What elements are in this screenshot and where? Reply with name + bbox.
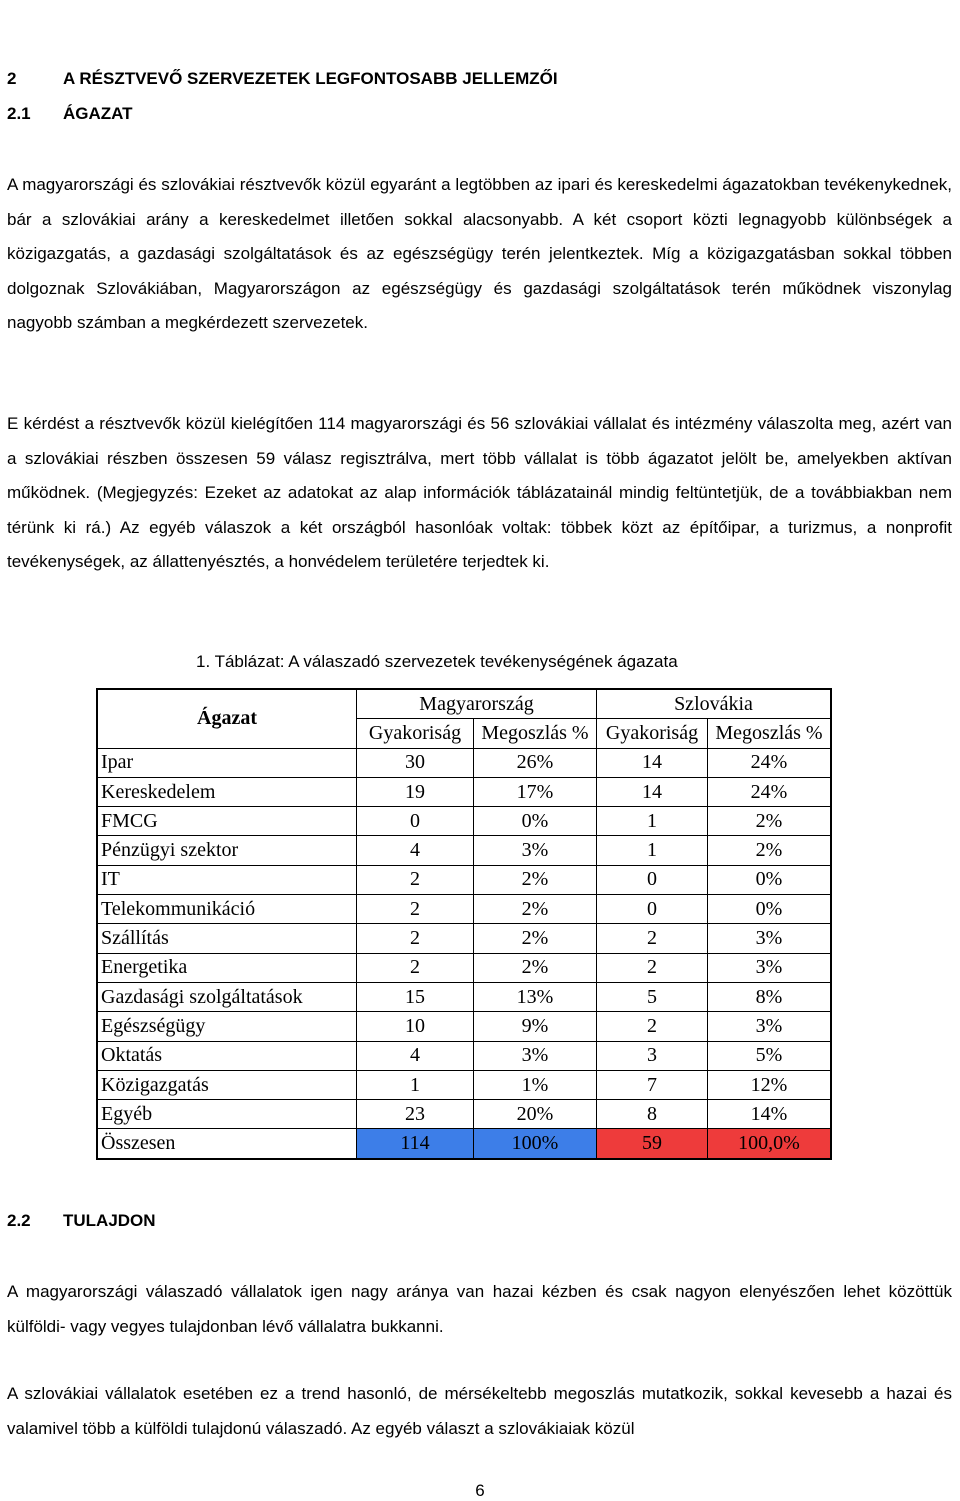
sk-share: 2% [708,807,832,836]
sk-frequency: 14 [597,777,708,806]
row-label: FMCG [97,807,357,836]
sk-frequency: 0 [597,865,708,894]
sk-share: 24% [708,777,832,806]
row-label: Energetika [97,953,357,982]
section-title: ÁGAZAT [63,104,133,123]
section-heading-2-2 [7,1211,156,1231]
table-total-row [97,1129,831,1159]
hu-share: 2% [474,953,597,982]
row-label: Pénzügyi szektor [97,836,357,865]
section-heading-2 [7,69,558,89]
hu-total-share: 100% [474,1129,597,1159]
table-row [97,982,831,1011]
table-row [97,748,831,777]
row-label: Telekommunikáció [97,895,357,924]
sk-frequency: 1 [597,836,708,865]
header-sk-frequency: Gyakoriság [597,719,708,748]
row-label: Gazdasági szolgáltatások [97,982,357,1011]
section-number: 2.1 [7,104,31,123]
row-label: Egyéb [97,1100,357,1129]
table-row [97,807,831,836]
paragraph-ownership-slovakia: A szlovákiai vállalatok esetében ez a trend hasonló, de mérsékeltebb megoszlás mutatkozik, sokkal kevesebb a hazai és valamivel több a külföldi tulajdonú válaszadó. Az egyéb választ a szlovákiaiak közül [7,1384,952,1438]
hu-share: 2% [474,895,597,924]
sk-share: 3% [708,1012,832,1041]
hu-share: 2% [474,924,597,953]
sk-share: 24% [708,748,832,777]
row-label: IT [97,865,357,894]
hu-frequency: 2 [357,895,474,924]
sk-frequency: 5 [597,982,708,1011]
header-hu-frequency: Gyakoriság [357,719,474,748]
sk-frequency: 2 [597,924,708,953]
total-label: Összesen [97,1129,357,1159]
section-number: 2.2 [7,1211,31,1230]
row-label: Kereskedelem [97,777,357,806]
header-hungary: Magyarország [357,689,597,719]
table-row [97,953,831,982]
hu-frequency: 4 [357,1041,474,1070]
table-row [97,924,831,953]
sk-share: 3% [708,924,832,953]
hu-frequency: 30 [357,748,474,777]
row-label: Ipar [97,748,357,777]
hu-frequency: 2 [357,865,474,894]
hu-share: 9% [474,1012,597,1041]
row-label: Oktatás [97,1041,357,1070]
sk-frequency: 14 [597,748,708,777]
sk-frequency: 8 [597,1100,708,1129]
hu-share: 13% [474,982,597,1011]
sk-frequency: 7 [597,1070,708,1099]
sk-frequency: 3 [597,1041,708,1070]
hu-frequency: 1 [357,1070,474,1099]
hu-share: 3% [474,836,597,865]
table-row [97,895,831,924]
sk-share: 3% [708,953,832,982]
sk-share: 8% [708,982,832,1011]
header-sector: Ágazat [97,689,357,748]
paragraph-ownership-hungary: A magyarországi válaszadó vállalatok igen nagy aránya van hazai kézben és csak nagyon elenyészően lehet közöttük külföldi- vagy vegyes tulajdonban lévő vállalatra bukkanni. [7,1282,952,1336]
hu-share: 0% [474,807,597,836]
row-label: Szállítás [97,924,357,953]
hu-frequency: 4 [357,836,474,865]
paragraph-sector-responses: E kérdést a résztvevők közül kielégítően 114 magyarországi és 56 szlovákiai vállalat és intézmény válaszolta meg, azért van a szlovákiai részben összesen 59 válasz regisztrálva, mert több vállalat is több ágazatot jelölt be, amelyekben aktívan működnek. (Megjegyzés: Ezeket az adatokat az alap információk táblázatainál mindig feltüntetjük, de a továbbiakban nem térünk ki rá.) Az egyéb válaszok a két országból hasonlóak voltak: többek közt az építőipar, a turizmus, a nonprofit tevékenységek, az állattenyésztés, a honvédelem területére terjedtek ki. [7,414,952,571]
hu-share: 26% [474,748,597,777]
hu-frequency: 2 [357,953,474,982]
hu-frequency: 2 [357,924,474,953]
row-label: Közigazgatás [97,1070,357,1099]
sk-frequency: 0 [597,895,708,924]
sk-share: 2% [708,836,832,865]
table-caption: 1. Táblázat: A válaszadó szervezetek tevékenységének ágazata [196,652,678,671]
header-hu-share: Megoszlás % [474,719,597,748]
section-heading-2-1 [7,104,133,124]
header-slovakia: Szlovákia [597,689,832,719]
hu-share: 1% [474,1070,597,1099]
sk-total-share: 100,0% [708,1129,832,1159]
table-row [97,1012,831,1041]
sk-share: 0% [708,865,832,894]
sk-frequency: 2 [597,953,708,982]
section-title: TULAJDON [63,1211,156,1230]
hu-share: 3% [474,1041,597,1070]
hu-share: 2% [474,865,597,894]
sk-frequency: 1 [597,807,708,836]
hu-frequency: 10 [357,1012,474,1041]
sk-share: 0% [708,895,832,924]
table-row [97,836,831,865]
sector-table [96,688,832,1160]
hu-frequency: 23 [357,1100,474,1129]
header-sk-share: Megoszlás % [708,719,832,748]
sk-total-frequency: 59 [597,1129,708,1159]
hu-share: 20% [474,1100,597,1129]
table-row [97,1100,831,1129]
section-number: 2 [7,69,17,88]
hu-share: 17% [474,777,597,806]
hu-frequency: 19 [357,777,474,806]
sk-frequency: 2 [597,1012,708,1041]
sk-share: 12% [708,1070,832,1099]
table-row [97,1041,831,1070]
hu-frequency: 15 [357,982,474,1011]
section-title: A RÉSZTVEVŐ SZERVEZETEK LEGFONTOSABB JELLEMZŐI [63,69,558,88]
page-number: 6 [475,1481,485,1500]
table-row [97,777,831,806]
hu-frequency: 0 [357,807,474,836]
sk-share: 14% [708,1100,832,1129]
paragraph-sector-overview: A magyarországi és szlovákiai résztvevők közül egyaránt a legtöbben az ipari és kereskedelmi ágazatokban tevékenykednek, bár a szlovákiai arány a kereskedelmet illetően sokkal alacsonyabb. A két csoport közti legnagyobb különbségek a közigazgatás, a gazdasági szolgáltatások és az egészségügy terén jelentkeztek. Míg a közigazgatásban sokkal többen dolgoznak Szlovákiában, Magyarországon az egészségügy és gazdasági szolgáltatások terén működnek viszonylag nagyobb számban a megkérdezett szervezetek. [7,175,952,332]
hu-total-frequency: 114 [357,1129,474,1159]
row-label: Egészségügy [97,1012,357,1041]
table-row [97,865,831,894]
sk-share: 5% [708,1041,832,1070]
table-row [97,1070,831,1099]
